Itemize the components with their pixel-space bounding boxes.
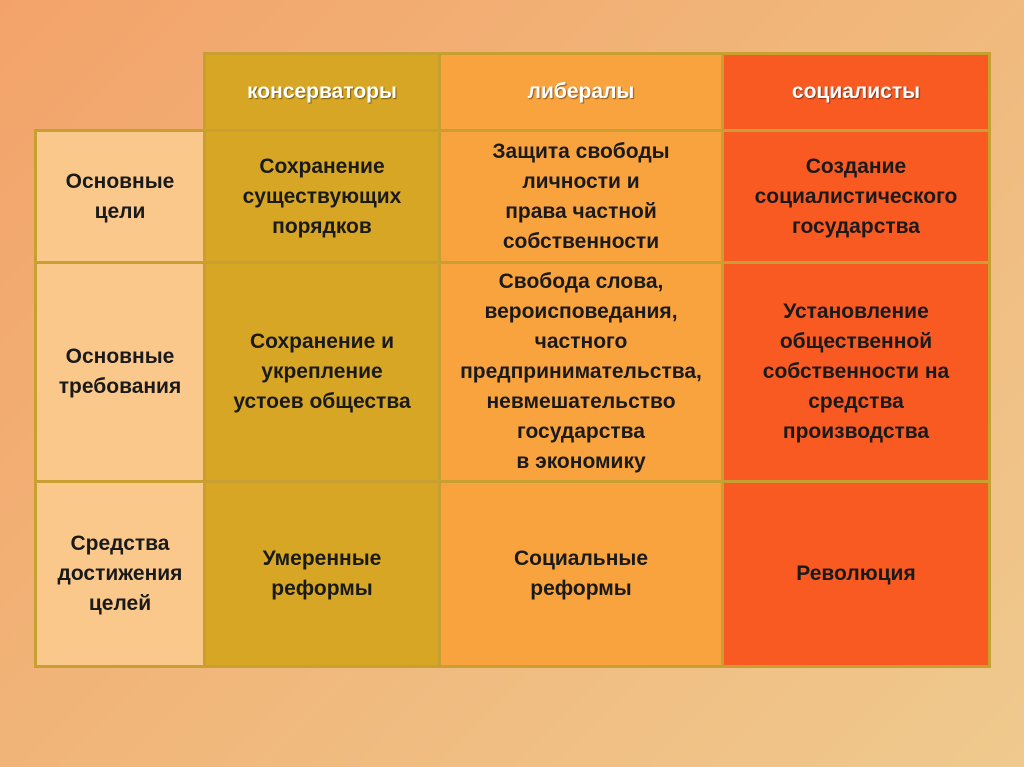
cell-text-line: собственности (502, 229, 660, 253)
cell-text-line: Революция (796, 562, 916, 585)
cell-text-line: производства (782, 420, 930, 443)
cell-text-line: невмешательство (486, 390, 676, 413)
header-liberals (438, 52, 724, 132)
row-label-line: Основные (65, 345, 175, 368)
cell-goals-liberals (438, 129, 724, 264)
cell-text-line: порядков (272, 214, 372, 238)
cell-demands-conservatives (203, 261, 441, 483)
header-socialists-label: социалисты (791, 80, 921, 103)
cell-means-conservatives (203, 480, 441, 668)
cell-text-line: устоев общества (233, 390, 411, 413)
cell-text-line: Создание (805, 154, 907, 178)
row-label-line: цели (94, 199, 146, 223)
cell-text-line: Установление (783, 300, 929, 323)
cell-means-liberals (438, 480, 724, 668)
header-conservatives-label: консерваторы (247, 80, 397, 103)
cell-text-line: Социальные (513, 547, 649, 570)
cell-text-line: государства (792, 214, 920, 238)
cell-text-line: существующих (242, 184, 402, 208)
row-label-line: целей (88, 592, 152, 615)
cell-text-line: государства (517, 420, 645, 443)
cell-text-line: укрепление (261, 360, 383, 383)
cell-text-line: социалистического (754, 184, 958, 208)
row-label-line: Средства (70, 532, 170, 555)
cell-demands-liberals (438, 261, 724, 483)
cell-goals-conservatives (203, 129, 441, 264)
row-label-demands (34, 261, 206, 483)
cell-text-line: Умеренные (262, 547, 382, 570)
cell-text-line: частного (534, 330, 628, 353)
cell-demands-socialists (721, 261, 991, 483)
header-liberals-label: либералы (527, 80, 635, 103)
cell-text-line: собственности на (762, 360, 950, 383)
cell-text-line: Защита свободы (492, 139, 670, 163)
cell-text-line: личности и (522, 169, 640, 193)
row-label-means (34, 480, 206, 668)
cell-text-line: Свобода слова, (498, 270, 664, 293)
cell-text-line: Сохранение (259, 154, 385, 178)
cell-means-socialists (721, 480, 991, 668)
header-socialists (721, 52, 991, 132)
cell-text-line: предпринимательства, (460, 360, 702, 383)
cell-text-line: общественной (779, 330, 933, 353)
row-label-line: Основные (65, 169, 175, 193)
row-label-goals (34, 129, 206, 264)
row-label-line: достижения (57, 562, 183, 585)
cell-goals-socialists (721, 129, 991, 264)
row-label-line: требования (58, 375, 182, 398)
cell-text-line: права частной (505, 199, 657, 223)
cell-text-line: вероисповедания, (484, 300, 678, 323)
cell-text-line: реформы (271, 577, 373, 600)
header-conservatives (203, 52, 441, 132)
cell-text-line: средства (808, 390, 904, 413)
cell-text-line: Сохранение и (249, 330, 395, 353)
cell-text-line: реформы (530, 577, 632, 600)
cell-text-line: в экономику (516, 450, 646, 473)
